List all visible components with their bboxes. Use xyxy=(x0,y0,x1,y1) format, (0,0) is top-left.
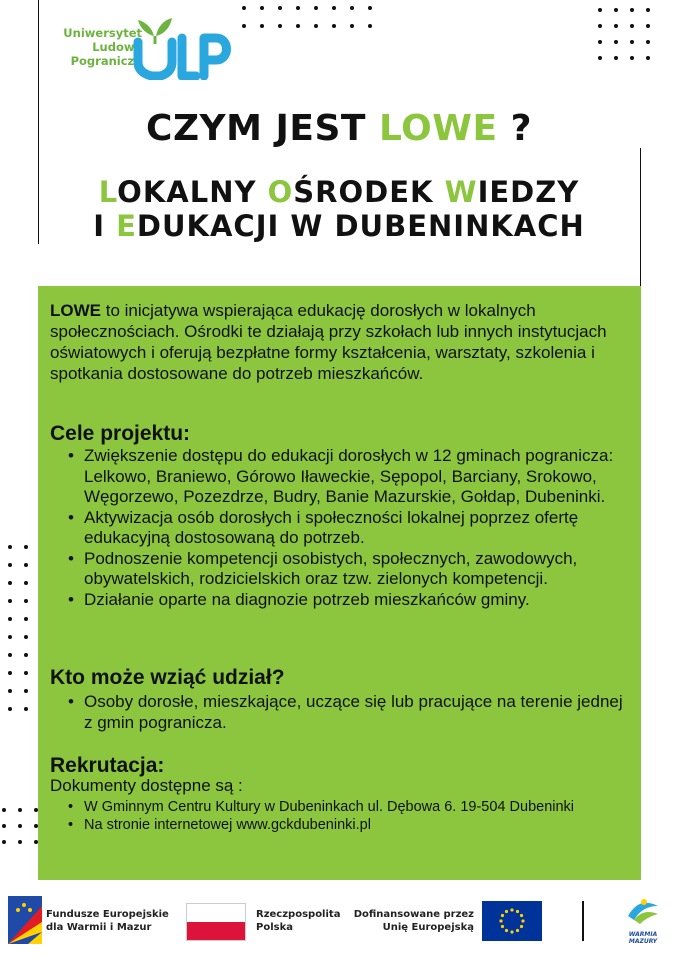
decor-dot xyxy=(24,617,28,621)
eu-star-icon xyxy=(510,930,513,933)
eu-star-icon xyxy=(520,925,523,928)
decor-dot xyxy=(296,6,300,10)
decor-dot xyxy=(24,635,28,639)
decor-dot xyxy=(630,24,634,28)
decor-dot xyxy=(646,8,650,12)
decor-dot xyxy=(350,6,354,10)
ue-line-1: Dofinansowane przez xyxy=(353,909,474,920)
eu-star-icon xyxy=(516,910,519,913)
decor-dot xyxy=(242,24,246,28)
info-panel xyxy=(38,286,641,880)
decor-dot xyxy=(8,635,12,639)
subtitle-word-1: OKALNY xyxy=(117,175,268,209)
subtitle-word-4: DUKACJI W DUBENINKACH xyxy=(136,209,585,243)
decor-dot xyxy=(646,24,650,28)
logo-line-3: Pogranicza xyxy=(70,54,142,68)
decor-dot xyxy=(598,56,602,60)
decor-dot xyxy=(18,840,22,844)
decor-dot xyxy=(314,6,318,10)
decor-dot xyxy=(2,840,6,844)
decor-dots-top-right xyxy=(598,8,662,60)
warmia-mazury-icon xyxy=(624,896,662,926)
decor-dot xyxy=(8,545,12,549)
who-heading: Kto może wziąć udział? xyxy=(50,666,285,689)
decor-dot xyxy=(614,56,618,60)
decor-dot xyxy=(278,6,282,10)
fe-line-2: dla Warmii i Mazur xyxy=(46,922,152,933)
list-item: • Działanie oparte na diagnozie potrzeb mieszkańców gminy. xyxy=(66,590,636,611)
decor-dot xyxy=(314,24,318,28)
decor-dot xyxy=(8,563,12,567)
decor-dot xyxy=(368,24,372,28)
decor-dot xyxy=(278,24,282,28)
subtitle-cap-l: L xyxy=(98,175,118,209)
decor-dot xyxy=(598,40,602,44)
ulp-mark-icon xyxy=(130,14,240,80)
decor-dots-top xyxy=(242,6,386,28)
ue-text xyxy=(340,908,474,934)
decor-dot xyxy=(598,8,602,12)
eu-flag-icon xyxy=(482,901,542,946)
decor-dot xyxy=(2,808,6,812)
logo-line-2: Ludowy xyxy=(92,40,142,54)
rp-line-1: Rzeczpospolita xyxy=(256,909,341,920)
decor-dot xyxy=(260,6,264,10)
subtitle-line-1 xyxy=(0,175,678,209)
documents-list xyxy=(66,798,606,834)
intro-text: to inicjatywa wspierająca edukację dorosłych w lokalnych społecznościach. Ośrodki te działają przy szkołach lub innych instytucjach oświatowych i oferują bezpłatne formy kształcenia, warsztaty, szkolenia i spotkania dostosowane do potrzeb mieszkańców. xyxy=(50,301,607,383)
list-item: • W Gminnym Centru Kultury w Dubeninkach ul. Dębowa 6. 19-504 Dubeninki xyxy=(66,798,606,816)
title-suffix: ? xyxy=(497,108,532,149)
eu-star-icon xyxy=(516,929,519,932)
pl-flag-icon xyxy=(186,903,246,941)
decor-dot xyxy=(18,824,22,828)
decor-dot xyxy=(614,24,618,28)
list-item: • Osoby dorosłe, mieszkające, uczące się lub pracujące na terenie jednej z gmin pogranicza. xyxy=(66,692,626,733)
eu-star-icon xyxy=(510,908,513,911)
decor-dot xyxy=(24,689,28,693)
subtitle-word-2: ŚRODEK xyxy=(293,175,445,209)
decor-dot xyxy=(296,24,300,28)
subtitle-cap-e: E xyxy=(116,209,137,243)
decor-dot xyxy=(332,6,336,10)
decor-dot xyxy=(8,617,12,621)
list-item: • Aktywizacja osób dorosłych i społeczności lokalnej poprzez ofertę edukacyjną dostosowaną do potrzeb. xyxy=(66,508,636,549)
eu-star-icon xyxy=(501,925,504,928)
page-title xyxy=(0,108,678,149)
goals-list xyxy=(66,446,636,610)
decor-dot xyxy=(614,40,618,44)
decor-dot xyxy=(8,689,12,693)
decor-dots-left xyxy=(8,545,40,711)
decor-dot xyxy=(8,581,12,585)
decor-dot xyxy=(8,653,12,657)
documents-label: Dokumenty dostępne są : xyxy=(50,776,243,795)
decor-dot xyxy=(630,8,634,12)
decor-dot xyxy=(8,599,12,603)
fe-logo xyxy=(8,896,42,949)
eu-star-icon xyxy=(505,929,508,932)
decor-dot xyxy=(2,824,6,828)
intro-bold: LOWE xyxy=(50,301,101,320)
eu-star-icon xyxy=(520,914,523,917)
decor-dot xyxy=(24,563,28,567)
subtitle-line-2 xyxy=(0,209,678,243)
eu-star-icon xyxy=(499,919,502,922)
decor-dot xyxy=(18,808,22,812)
decor-dot xyxy=(646,40,650,44)
decor-dot xyxy=(24,581,28,585)
title-prefix: CZYM JEST xyxy=(146,108,379,149)
fe-text xyxy=(46,908,169,934)
decor-dot xyxy=(630,56,634,60)
goals-heading: Cele projektu: xyxy=(50,422,191,445)
decor-dot xyxy=(598,24,602,28)
rp-line-2: Polska xyxy=(256,922,293,933)
footer-divider xyxy=(582,901,584,941)
who-list xyxy=(66,692,626,733)
decor-dot xyxy=(24,671,28,675)
decor-dot xyxy=(260,24,264,28)
decor-dot xyxy=(350,24,354,28)
decor-dot xyxy=(8,671,12,675)
ue-line-2: Unię Europejską xyxy=(382,922,474,933)
subtitle-cap-w: W xyxy=(444,175,478,209)
decor-dot xyxy=(646,56,650,60)
fe-line-1: Fundusze Europejskie xyxy=(46,909,169,920)
decor-dot xyxy=(24,653,28,657)
subtitle-pre: I xyxy=(93,209,117,243)
list-item: • Zwiększenie dostępu do edukacji dorosłych w 12 gminach pogranicza: Lelkowo, Braniewo, Górowo Iławeckie, Sępopol, Barciany, Srokowo, Węgorzewo, Pozezdrze, Budry, Banie Mazurskie, Gołdap, Dubeninki. xyxy=(66,446,636,508)
decor-dot xyxy=(24,599,28,603)
fe-stars-icon xyxy=(8,896,42,944)
decor-dot xyxy=(332,24,336,28)
decor-dot xyxy=(614,8,618,12)
decor-dot xyxy=(8,707,12,711)
eu-star-icon xyxy=(521,919,524,922)
recruitment-heading: Rekrutacja: xyxy=(50,754,165,777)
warmia-mazury-logo xyxy=(620,896,666,945)
eu-star-icon xyxy=(501,914,504,917)
list-item: • Podnoszenie kompetencji osobistych, społecznych, zawodowych, obywatelskich, rodzicielskich oraz tzw. zielonych kompetencji. xyxy=(66,549,636,590)
decor-dot xyxy=(24,707,28,711)
logo-line-1: Uniwersytet xyxy=(63,26,142,40)
rp-text xyxy=(256,908,340,934)
title-highlight: LOWE xyxy=(378,108,498,149)
logo-text xyxy=(46,26,142,68)
list-item: • Na stronie internetowej www.gckdubeninki.pl xyxy=(66,816,606,834)
warmia-mazury-text: WARMIA MAZURY xyxy=(628,931,658,945)
ulp-logo xyxy=(46,10,236,80)
eu-star-icon xyxy=(505,910,508,913)
subtitle-word-3: IEDZY xyxy=(477,175,580,209)
subtitle-cap-o: O xyxy=(267,175,294,209)
decor-dot xyxy=(24,545,28,549)
decor-dot xyxy=(368,6,372,10)
decor-dot xyxy=(630,40,634,44)
intro-paragraph xyxy=(50,300,630,384)
decor-dot xyxy=(242,6,246,10)
